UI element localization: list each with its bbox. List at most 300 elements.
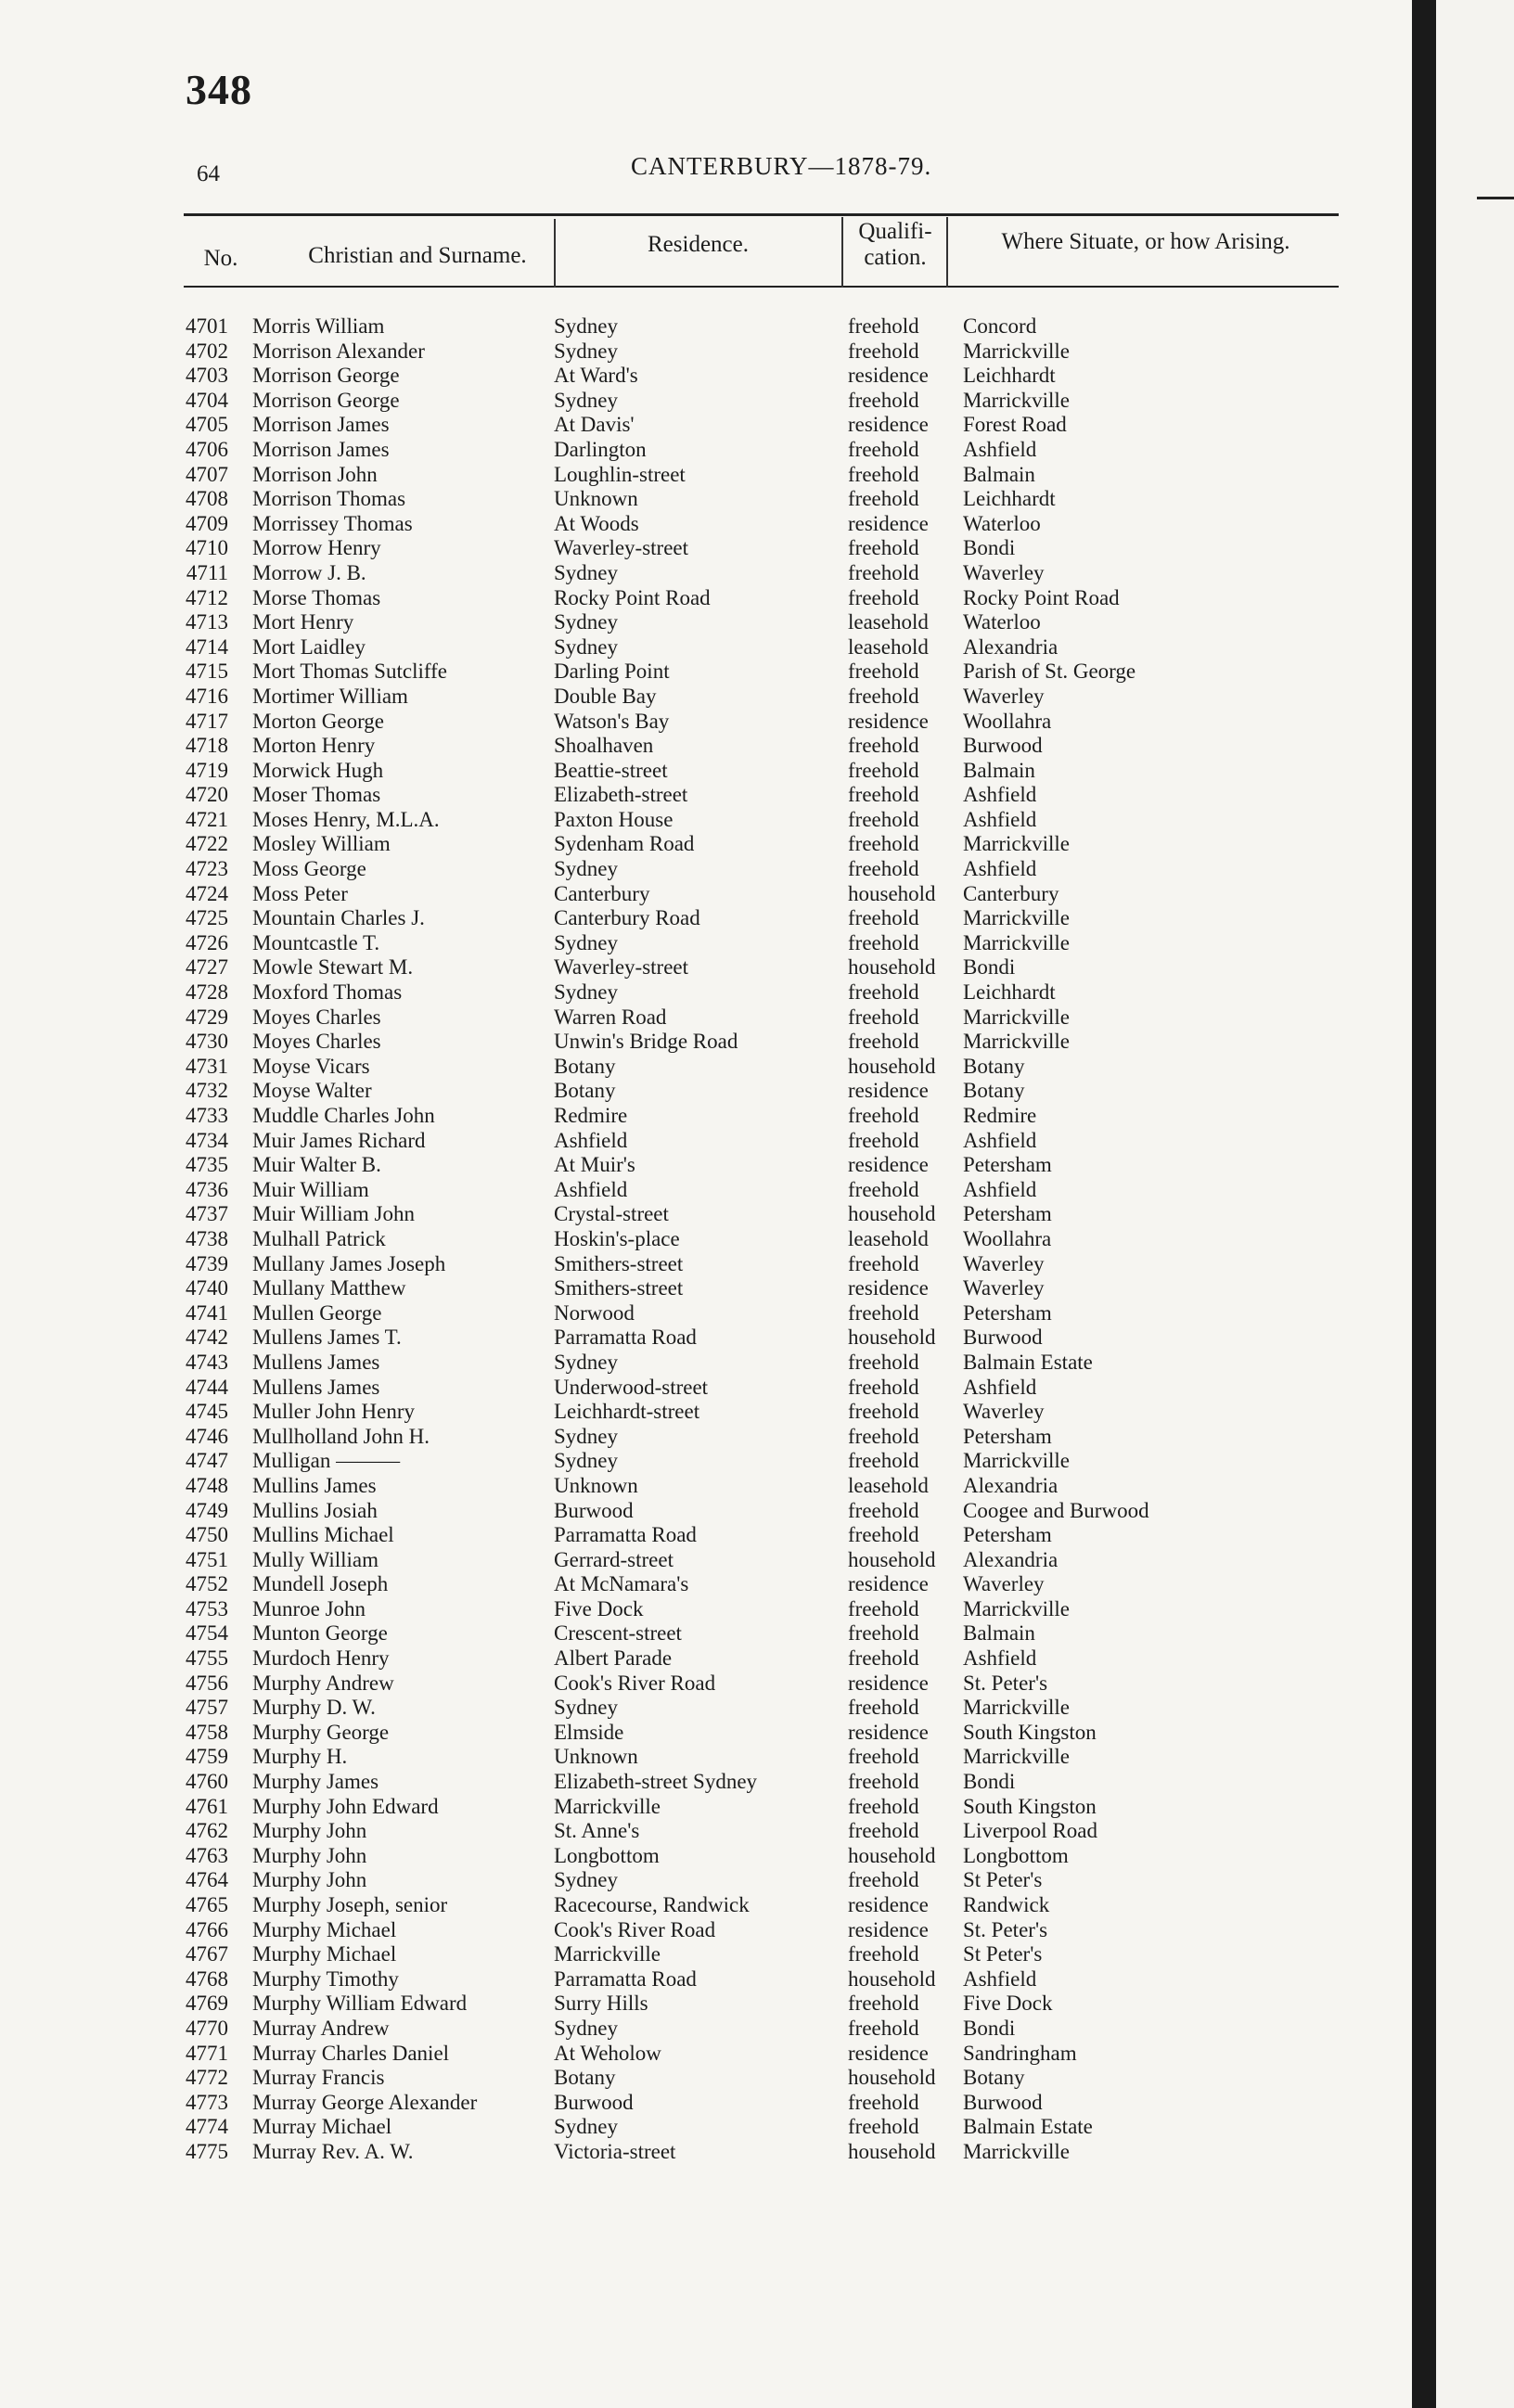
where-situate: Parish of St. George [963,660,1136,684]
residence: Ashfield [554,1128,628,1152]
elector-name: Morrow J. B. [252,560,366,584]
qualification: freehold [848,783,919,807]
residence: Cook's River Road [554,1917,716,1941]
list-item [0,463,1412,488]
where-situate: Waverley [963,684,1045,708]
elector-name: Mulhall Patrick [252,1226,386,1250]
qualification: freehold [848,1942,919,1966]
qualification: freehold [848,684,919,708]
qualification: household [848,2066,936,2090]
where-situate: Alexandria [963,1547,1059,1571]
qualification: residence [848,413,929,437]
where-situate: Woollahra [963,1226,1052,1250]
where-situate: Rocky Point Road [963,585,1120,609]
elector-name: Mort Laidley [252,634,366,659]
entry-number: 4703 [186,364,228,388]
residence: At McNamara's [554,1572,689,1596]
residence: Paxton House [554,807,674,831]
residence: Botany [554,2066,616,2090]
elector-name: Murray George Alexander [252,2090,478,2114]
where-situate: Ashfield [963,1128,1037,1152]
elector-name: Muir William [252,1177,369,1201]
elector-name: Murphy D. W. [252,1696,376,1720]
where-situate: Five Dock [963,1992,1053,2016]
where-situate: Marrickville [963,930,1070,954]
list-item [0,1425,1412,1450]
where-situate: Botany [963,1054,1025,1078]
elector-name: Morris William [252,314,385,338]
list-item [0,1597,1412,1622]
list-item [0,1967,1412,1992]
qualification: freehold [848,857,919,881]
residence: Leichhardt-street [554,1400,700,1424]
where-situate: Balmain [963,758,1035,782]
where-situate: Marrickville [963,1030,1070,1054]
residence: Crystal-street [554,1202,669,1226]
where-situate: Waterloo [963,511,1041,535]
adjacent-page-edge [1436,0,1514,2408]
residence: Sydney [554,634,618,659]
qualification: freehold [848,2115,919,2139]
entry-number: 4759 [186,1745,228,1769]
qualification: household [848,955,936,980]
entry-number: 4725 [186,906,228,930]
qualification: freehold [848,437,919,461]
entry-number: 4762 [186,1819,228,1843]
elector-name: Murray Charles Daniel [252,2041,450,2065]
residence: Sydney [554,1868,618,1892]
residence: Sydney [554,1350,618,1374]
qualification: freehold [848,1128,919,1152]
elector-name: Morrison James [252,413,390,437]
entry-number: 4766 [186,1917,228,1941]
entry-number: 4757 [186,1696,228,1720]
entry-number: 4706 [186,437,228,461]
where-situate: Bondi [963,536,1016,560]
qualification: residence [848,1153,929,1177]
list-item [0,1621,1412,1646]
elector-name: Morton George [252,709,385,733]
entry-number: 4709 [186,511,228,535]
list-item [0,783,1412,808]
qualification: leasehold [848,1473,929,1497]
qualification: household [848,1843,936,1867]
qualification: freehold [848,339,919,363]
elector-name: Murphy John [252,1868,367,1892]
list-item [0,1918,1412,1943]
entry-number: 4733 [186,1104,228,1127]
list-item [0,1326,1412,1351]
list-item [0,1770,1412,1795]
qualification: freehold [848,1375,919,1399]
list-item [0,931,1412,956]
list-item [0,882,1412,907]
list-item [0,759,1412,784]
qualification: residence [848,1079,929,1103]
qualification: freehold [848,1696,919,1720]
entry-number: 4749 [186,1498,228,1522]
entry-number: 4756 [186,1671,228,1695]
residence: Longbottom [554,1843,660,1867]
where-situate: Petersham [963,1523,1052,1547]
where-situate: Coogee and Burwood [963,1498,1149,1522]
where-situate: Woollahra [963,709,1052,733]
elector-name: Muir William John [252,1202,415,1226]
residence: Sydney [554,2115,618,2139]
entry-number: 4712 [186,585,228,609]
list-item [0,389,1412,414]
where-situate: Leichhardt [963,364,1056,388]
entry-number: 4737 [186,1202,228,1226]
entry-number: 4764 [186,1868,228,1892]
residence: Darlington [554,437,647,461]
entry-number: 4771 [186,2041,228,2065]
entry-number: 4731 [186,1054,228,1078]
residence: Elizabeth-street [554,783,688,807]
elector-name: Murray Michael [252,2115,392,2139]
qualification: freehold [848,585,919,609]
list-item [0,1795,1412,1820]
qualification: household [848,1547,936,1571]
list-item [0,2091,1412,2116]
where-situate: Waverley [963,1572,1045,1596]
elector-name: Mullholland John H. [252,1424,430,1448]
elector-name: Mully William [252,1547,379,1571]
where-situate: Petersham [963,1424,1052,1448]
where-situate: Petersham [963,1202,1052,1226]
where-situate: Marrickville [963,906,1070,930]
residence: Sydney [554,980,618,1005]
qualification: residence [848,511,929,535]
residence: At Weholow [554,2041,661,2065]
where-situate: Concord [963,314,1037,338]
qualification: freehold [848,1350,919,1374]
entry-number: 4722 [186,832,228,856]
qualification: household [848,1202,936,1226]
list-item [0,536,1412,561]
elector-name: Morwick Hugh [252,758,384,782]
where-situate: Waverley [963,1276,1045,1300]
residence: Sydenham Road [554,832,695,856]
where-situate: Petersham [963,1153,1052,1177]
qualification: freehold [848,1300,919,1325]
qualification: residence [848,1893,929,1916]
entry-number: 4702 [186,339,228,363]
list-item [0,955,1412,980]
residence: Surry Hills [554,1992,648,2016]
residence: Parramatta Road [554,1966,697,1991]
qualification: residence [848,364,929,388]
elector-name: Mullany Matthew [252,1276,406,1300]
list-item [0,685,1412,710]
residence: Sydney [554,388,618,412]
where-situate: St Peter's [963,1868,1043,1892]
elector-name: Mortimer William [252,684,408,708]
list-item [0,1376,1412,1401]
where-situate: Ashfield [963,437,1037,461]
entry-number: 4727 [186,955,228,980]
qualification: freehold [848,1646,919,1671]
list-item [0,1992,1412,2017]
list-item [0,1153,1412,1178]
elector-name: Murphy Andrew [252,1671,394,1695]
list-item [0,980,1412,1005]
elector-name: Morton Henry [252,734,376,758]
list-item [0,1548,1412,1573]
residence: Rocky Point Road [554,585,711,609]
qualification: household [848,1054,936,1078]
elector-name: Mullins Michael [252,1523,394,1547]
list-item [0,512,1412,537]
residence: Parramatta Road [554,1326,697,1350]
qualification: freehold [848,980,919,1005]
qualification: freehold [848,1177,919,1201]
qualification: freehold [848,1992,919,2016]
entry-number: 4719 [186,758,228,782]
list-item [0,1646,1412,1672]
where-situate: Bondi [963,2016,1016,2040]
residence: Marrickville [554,1942,661,1966]
where-situate: Burwood [963,2090,1043,2114]
qualification: leasehold [848,1226,929,1250]
where-situate: St. Peter's [963,1917,1048,1941]
list-item [0,1499,1412,1524]
entry-number: 4726 [186,930,228,954]
list-item [0,1721,1412,1746]
residence: Waverley-street [554,536,689,560]
entry-number: 4763 [186,1843,228,1867]
elector-name: Morrison Alexander [252,339,425,363]
entry-number: 4715 [186,660,228,684]
where-situate: St Peter's [963,1942,1043,1966]
list-item [0,1844,1412,1869]
entry-number: 4750 [186,1523,228,1547]
qualification: freehold [848,1251,919,1275]
entry-number: 4761 [186,1794,228,1818]
elector-name: Mort Henry [252,610,354,634]
qualification: freehold [848,1794,919,1818]
entry-number: 4746 [186,1424,228,1448]
elector-name: Morrison James [252,437,390,461]
qualification: freehold [848,462,919,486]
entry-number: 4713 [186,610,228,634]
list-item [0,610,1412,635]
residence: Marrickville [554,1794,661,1818]
elector-name: Munroe John [252,1596,366,1620]
residence: Sydney [554,1449,618,1473]
where-situate: Ashfield [963,807,1037,831]
elector-name: Moyes Charles [252,1005,381,1029]
elector-name: Moses Henry, M.L.A. [252,807,440,831]
entry-number: 4738 [186,1226,228,1250]
where-situate: Balmain [963,462,1035,486]
elector-name: Mullins James [252,1473,377,1497]
elector-name: Morrison George [252,388,400,412]
list-item [0,660,1412,685]
entry-number: 4705 [186,413,228,437]
where-situate: Redmire [963,1104,1037,1127]
list-item [0,1474,1412,1499]
entry-number: 4740 [186,1276,228,1300]
elector-name: Mountcastle T. [252,930,380,954]
entry-number: 4710 [186,536,228,560]
residence: Parramatta Road [554,1523,697,1547]
elector-name: Murphy John Edward [252,1794,439,1818]
list-item [0,906,1412,931]
list-item [0,832,1412,857]
header-top-rule [184,213,1339,216]
where-situate: Waverley [963,560,1045,584]
residence: Burwood [554,2090,634,2114]
list-item [0,808,1412,833]
where-situate: Alexandria [963,634,1059,659]
where-situate: Botany [963,1079,1025,1103]
where-situate: Marrickville [963,1696,1070,1720]
qualification: freehold [848,2016,919,2040]
elector-name: Morrow Henry [252,536,381,560]
entry-number: 4742 [186,1326,228,1350]
residence: Sydney [554,2016,618,2040]
entry-number: 4743 [186,1350,228,1374]
elector-name: Muir James Richard [252,1128,426,1152]
list-item [0,1893,1412,1918]
residence: Unwin's Bridge Road [554,1030,738,1054]
residence: Redmire [554,1104,628,1127]
elector-name: Mulligan ——— [252,1449,401,1473]
entry-number: 4723 [186,857,228,881]
column-header-name: Christian and Surname. [308,243,527,268]
column-header-where-situate: Where Situate, or how Arising. [1001,229,1290,254]
residence: Sydney [554,339,618,363]
qualification: freehold [848,758,919,782]
elector-name: Mort Thomas Sutcliffe [252,660,447,684]
list-item [0,314,1412,339]
entry-number: 4741 [186,1300,228,1325]
elector-name: Moss George [252,857,366,881]
elector-name: Mullins Josiah [252,1498,378,1522]
list-item [0,339,1412,365]
elector-name: Morse Thomas [252,585,381,609]
elector-name: Murphy George [252,1720,390,1744]
list-item [0,1005,1412,1031]
qualification: freehold [848,1498,919,1522]
entry-number: 4758 [186,1720,228,1744]
elector-name: Mullen George [252,1300,382,1325]
elector-name: Murphy Timothy [252,1966,399,1991]
where-situate: Alexandria [963,1473,1059,1497]
residence: Botany [554,1054,616,1078]
qualification: leasehold [848,634,929,659]
residence: Unknown [554,1745,638,1769]
where-situate: Balmain [963,1621,1035,1646]
where-situate: Randwick [963,1893,1050,1916]
entry-number: 4754 [186,1621,228,1646]
entry-number: 4717 [186,709,228,733]
residence: Albert Parade [554,1646,673,1671]
list-item [0,1104,1412,1129]
list-item [0,1523,1412,1548]
residence: At Muir's [554,1153,635,1177]
entry-number: 4729 [186,1005,228,1029]
where-situate: Marrickville [963,339,1070,363]
qualification: household [848,1966,936,1991]
list-item [0,1696,1412,1721]
entry-number: 4704 [186,388,228,412]
where-situate: Marrickville [963,2139,1070,2163]
list-item [0,561,1412,586]
residence: Smithers-street [554,1276,684,1300]
where-situate: Marrickville [963,1449,1070,1473]
entry-number: 4721 [186,807,228,831]
folio-number: 64 [197,161,220,186]
elector-name: Moyse Walter [252,1079,372,1103]
qualification: freehold [848,1868,919,1892]
list-item [0,1449,1412,1474]
elector-name: Murphy James [252,1770,379,1794]
where-situate: St. Peter's [963,1671,1048,1695]
where-situate: Marrickville [963,1596,1070,1620]
qualification: freehold [848,2090,919,2114]
list-item [0,1868,1412,1893]
residence: Elmside [554,1720,624,1744]
qualification: freehold [848,1770,919,1794]
list-item [0,1301,1412,1326]
entry-number: 4770 [186,2016,228,2040]
residence: Waverley-street [554,955,689,980]
entry-number: 4716 [186,684,228,708]
list-item [0,1202,1412,1227]
list-item [0,1819,1412,1844]
residence: Beattie-street [554,758,668,782]
qualification: household [848,881,936,905]
qualification: freehold [848,1621,919,1646]
where-situate: Ashfield [963,1646,1037,1671]
where-situate: Longbottom [963,1843,1069,1867]
residence: Five Dock [554,1596,644,1620]
residence: Cook's River Road [554,1671,716,1695]
where-situate: South Kingston [963,1720,1097,1744]
where-situate: Waverley [963,1251,1045,1275]
list-item [0,1129,1412,1154]
entry-number: 4701 [186,314,228,338]
list-item [0,2066,1412,2091]
elector-name: Moss Peter [252,881,348,905]
elector-name: Murray Rev. A. W. [252,2139,414,2163]
qualification: residence [848,709,929,733]
entry-number: 4768 [186,1966,228,1991]
residence: Gerrard-street [554,1547,674,1571]
column-header-residence: Residence. [648,232,749,257]
list-item [0,586,1412,611]
list-item [0,1745,1412,1770]
list-item [0,1030,1412,1055]
entry-number: 4708 [186,487,228,511]
where-situate: Waterloo [963,610,1041,634]
qualification: residence [848,1671,929,1695]
list-item [0,1400,1412,1425]
qualification: residence [848,1917,929,1941]
list-item [0,1672,1412,1697]
residence: Victoria-street [554,2139,676,2163]
elector-name: Mullens James [252,1350,380,1374]
entry-number: 4745 [186,1400,228,1424]
qualification: freehold [848,560,919,584]
elector-name: Morrison George [252,364,400,388]
list-item [0,2017,1412,2042]
residence: St. Anne's [554,1819,640,1843]
entry-number: 4769 [186,1992,228,2016]
list-item [0,1351,1412,1376]
